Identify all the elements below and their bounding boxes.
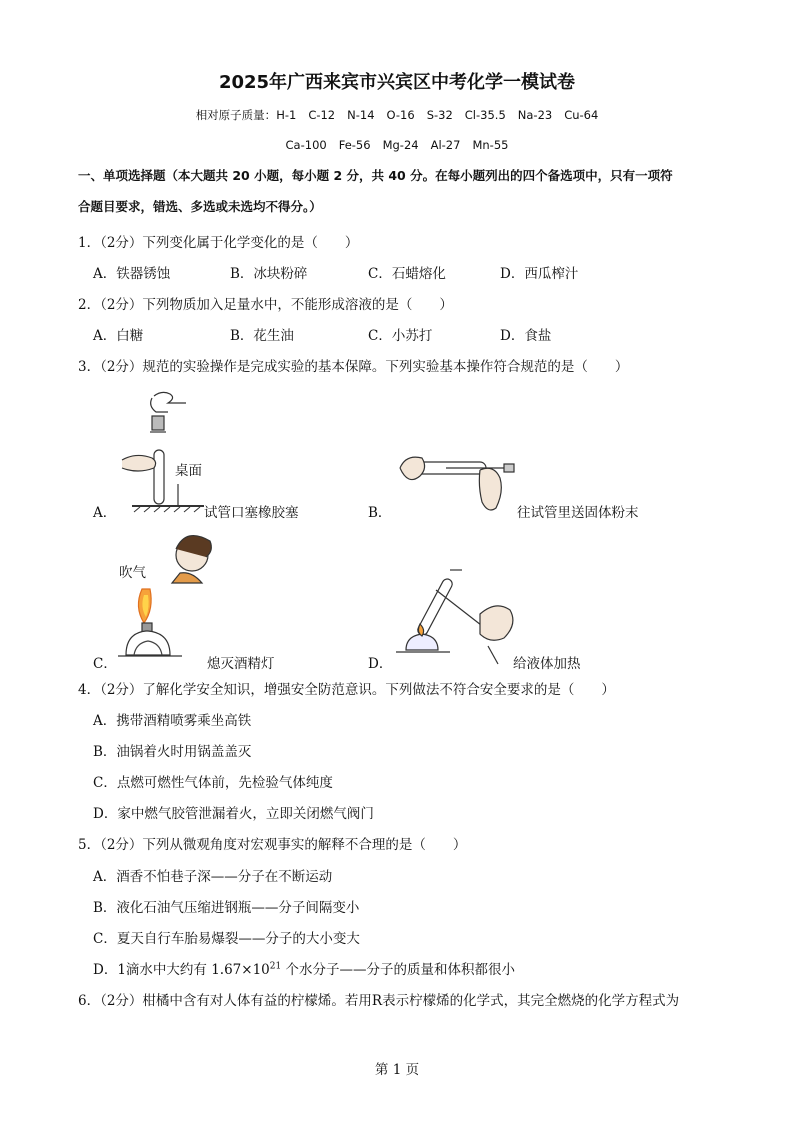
figure-d-caption: 给液体加热 xyxy=(513,656,581,672)
mass-item: N-14 xyxy=(347,108,375,122)
figure-a-label-desk: 桌面 xyxy=(175,463,202,479)
question-5-option-a[interactable]: A．酒香不怕巷子深——分子在不断运动 xyxy=(93,869,333,885)
option-d-text-post: 个水分子——分子的质量和体积都很小 xyxy=(281,962,516,978)
question-2-option-d[interactable]: D．食盐 xyxy=(500,328,552,344)
question-4-option-d[interactable]: D．家中燃气胶管泄漏着火，立即关闭燃气阀门 xyxy=(93,806,374,822)
atomic-mass-line-2 xyxy=(0,138,794,152)
question-2-stem: 2．（2分）下列物质加入足量水中，不能形成溶液的是（ ） xyxy=(78,297,453,313)
question-4-stem: 4．（2分）了解化学安全知识，增强安全防范意识。下列做法不符合安全要求的是（ ） xyxy=(78,682,615,698)
figure-a-caption: 试管口塞橡胶塞 xyxy=(204,505,299,521)
section-heading xyxy=(78,160,728,222)
mass-item: Al-27 xyxy=(430,138,461,152)
question-5-stem: 5．（2分）下列从微观角度对宏观事实的解释不合理的是（ ） xyxy=(78,837,467,853)
mass-item: O-16 xyxy=(386,108,415,122)
question-1-option-d[interactable]: D．西瓜榨汁 xyxy=(500,266,579,282)
atomic-mass-prefix: 相对原子质量： xyxy=(195,108,277,122)
question-3-option-b[interactable]: B． xyxy=(368,505,392,521)
question-1-option-c[interactable]: C．石蜡熔化 xyxy=(368,266,446,282)
option-d-exponent: 21 xyxy=(269,961,282,972)
question-2-option-a[interactable]: A．白糖 xyxy=(93,328,144,344)
figure-c-label-blow: 吹气 xyxy=(119,565,146,581)
mass-item: Fe-56 xyxy=(338,138,371,152)
mass-item: Cu-64 xyxy=(564,108,599,122)
figure-c-alcohol-lamp-illustration xyxy=(112,525,217,665)
figure-b-powder-illustration xyxy=(396,448,521,520)
question-5-option-c[interactable]: C．夏天自行车胎易爆裂——分子的大小变大 xyxy=(93,931,360,947)
question-2-option-c[interactable]: C．小苏打 xyxy=(368,328,433,344)
section-heading-line-2: 合题目要求，错选、多选或未选均不得分。） xyxy=(78,199,322,214)
figure-a-stopper-illustration xyxy=(112,388,212,518)
mass-item: Cl-35.5 xyxy=(464,108,506,122)
figure-c-caption: 熄灭酒精灯 xyxy=(207,656,275,672)
question-3-stem: 3．（2分）规范的实验操作是完成实验的基本保障。下列实验基本操作符合规范的是（ ） xyxy=(78,359,629,375)
question-5-option-b[interactable]: B．液化石油气压缩进钢瓶——分子间隔变小 xyxy=(93,900,360,916)
question-1-option-a[interactable]: A．铁器锈蚀 xyxy=(93,266,171,282)
question-3-option-c[interactable]: C． xyxy=(93,656,117,672)
mass-item: Mn-55 xyxy=(472,138,509,152)
figure-d-heating-illustration xyxy=(392,566,522,666)
mass-item: Ca-100 xyxy=(285,138,327,152)
question-3-option-a[interactable]: A． xyxy=(93,505,117,521)
question-2-option-b[interactable]: B．花生油 xyxy=(230,328,294,344)
question-1-option-b[interactable]: B．冰块粉碎 xyxy=(230,266,308,282)
question-5-option-d[interactable] xyxy=(93,958,515,978)
question-4-option-b[interactable]: B．油锅着火时用锅盖盖灭 xyxy=(93,744,252,760)
mass-item: Na-23 xyxy=(517,108,553,122)
question-4-option-c[interactable]: C．点燃可燃性气体前，先检验气体纯度 xyxy=(93,775,333,791)
question-1-stem: 1．（2分）下列变化属于化学变化的是（ ） xyxy=(78,235,359,251)
question-3-option-d[interactable]: D． xyxy=(368,656,393,672)
section-heading-line-1: 一、单项选择题（本大题共 20 小题，每小题 2 分，共 40 分。在每小题列出的四个备选项中，只有一项符 xyxy=(78,168,673,183)
figure-b-caption: 往试管里送固体粉末 xyxy=(517,505,639,521)
mass-item: C-12 xyxy=(308,108,336,122)
mass-item: Mg-24 xyxy=(382,138,419,152)
atomic-mass-line-1 xyxy=(0,107,794,123)
question-6-stem: 6．（2分）柑橘中含有对人体有益的柠檬烯。若用R表示柠檬烯的化学式，其完全燃烧的化学方程式为 xyxy=(78,993,680,1009)
mass-item: S-32 xyxy=(426,108,453,122)
question-4-option-a[interactable]: A．携带酒精喷雾乘坐高铁 xyxy=(93,713,252,729)
page-footer: 第 1 页 xyxy=(374,1062,420,1078)
mass-item: H-1 xyxy=(276,108,297,122)
exam-title: 2025年广西来宾市兴宾区中考化学一模试卷 xyxy=(218,72,576,93)
option-d-text-pre: D．1滴水中大约有 1.67×10 xyxy=(93,962,270,978)
